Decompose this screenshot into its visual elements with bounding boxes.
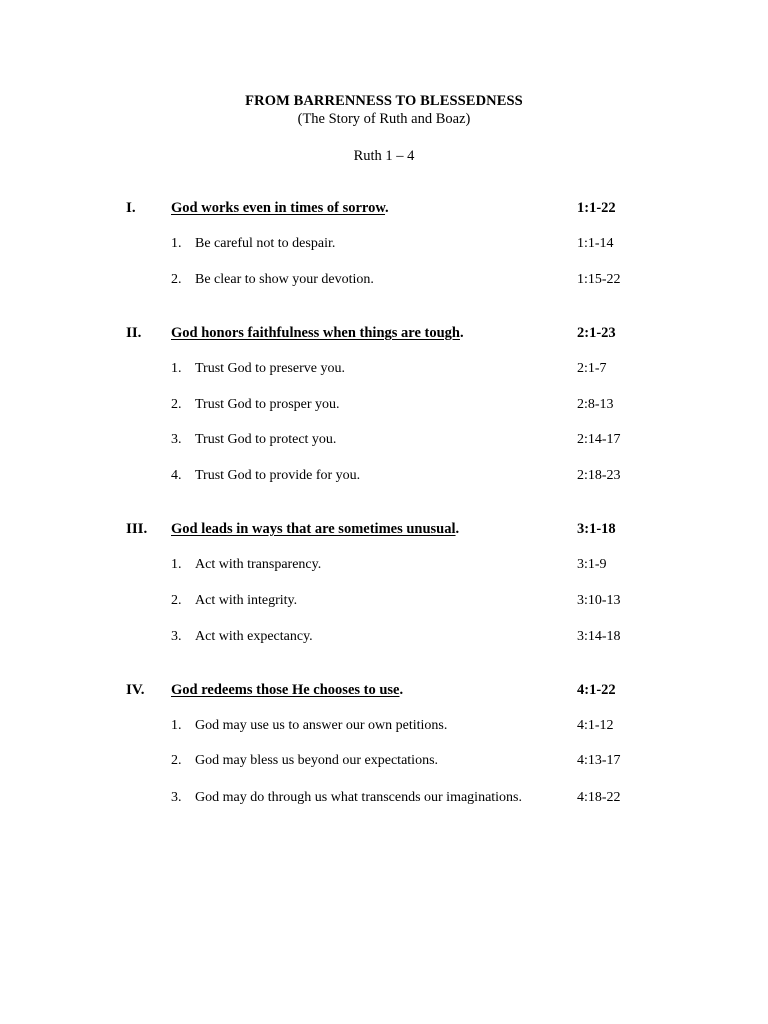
- point-number: 1.: [171, 361, 182, 376]
- point-reference: 3:14-18: [577, 629, 621, 644]
- section-heading-punct: .: [385, 200, 389, 216]
- point-text: Act with transparency.: [195, 557, 322, 572]
- point-row: [0, 753, 768, 773]
- point-text: Act with integrity.: [195, 593, 298, 608]
- section-numeral: III.: [126, 521, 148, 537]
- point-text: Trust God to protect you.: [195, 432, 337, 447]
- point-text: Be clear to show your devotion.: [195, 272, 374, 287]
- point-row: [0, 432, 768, 452]
- point-reference: 2:14-17: [577, 432, 621, 447]
- point-reference: 2:18-23: [577, 468, 621, 483]
- point-row: [0, 397, 768, 417]
- section-heading-row: [0, 200, 768, 220]
- section-heading: [171, 682, 403, 699]
- point-reference: 4:18-22: [577, 790, 621, 805]
- section-reference: 2:1-23: [577, 325, 616, 341]
- section-heading-text: God honors faithfulness when things are tough: [171, 325, 460, 341]
- section-numeral: II.: [126, 325, 142, 341]
- point-row: [0, 468, 768, 488]
- point-text: Trust God to preserve you.: [195, 361, 345, 376]
- section-heading-row: [0, 682, 768, 702]
- point-reference: 2:8-13: [577, 397, 614, 412]
- point-row: [0, 593, 768, 613]
- section-heading-row: [0, 325, 768, 345]
- point-reference: 2:1-7: [577, 361, 607, 376]
- point-reference: 3:10-13: [577, 593, 621, 608]
- section-heading-text: God works even in times of sorrow: [171, 200, 386, 216]
- point-text: God may use us to answer our own petitions.: [195, 718, 448, 733]
- point-text: Act with expectancy.: [195, 629, 313, 644]
- point-number: 2.: [171, 593, 182, 608]
- document-title: FROM BARRENNESS TO BLESSEDNESS: [245, 93, 523, 109]
- section-numeral: I.: [126, 200, 136, 216]
- section-heading-punct: .: [399, 682, 404, 698]
- point-number: 2.: [171, 397, 182, 412]
- point-row: [0, 557, 768, 577]
- point-text: Trust God to provide for you.: [195, 468, 361, 483]
- point-row: [0, 361, 768, 381]
- point-row: [0, 718, 768, 738]
- section-reference: 3:1-18: [577, 521, 616, 537]
- point-number: 3.: [171, 432, 182, 447]
- point-number: 1.: [171, 236, 182, 251]
- point-number: 3.: [171, 790, 182, 805]
- point-reference: 4:13-17: [577, 753, 621, 768]
- point-text: Be careful not to despair.: [195, 236, 336, 251]
- point-text: God may do through us what transcends our imaginations.: [195, 790, 523, 805]
- point-number: 2.: [171, 272, 182, 287]
- point-row: [0, 236, 768, 256]
- document-subtitle: (The Story of Ruth and Boaz): [297, 111, 471, 127]
- section-heading: [171, 200, 389, 217]
- point-number: 3.: [171, 629, 182, 644]
- section-heading-punct: .: [455, 521, 460, 537]
- scripture-passage: Ruth 1 – 4: [353, 148, 415, 164]
- point-text: Trust God to prosper you.: [195, 397, 340, 412]
- point-reference: 4:1-12: [577, 718, 614, 733]
- section-heading-text: God redeems those He chooses to use: [171, 682, 400, 698]
- section-heading-text: God leads in ways that are sometimes unusual: [171, 521, 456, 537]
- point-number: 2.: [171, 753, 182, 768]
- point-number: 4.: [171, 468, 182, 483]
- section-heading-row: [0, 521, 768, 541]
- section-heading: [171, 325, 464, 342]
- section-reference: 4:1-22: [577, 682, 616, 698]
- point-text: God may bless us beyond our expectations.: [195, 753, 439, 768]
- point-reference: 1:15-22: [577, 272, 621, 287]
- section-reference: 1:1-22: [577, 200, 616, 216]
- point-number: 1.: [171, 718, 182, 733]
- section-numeral: IV.: [126, 682, 145, 698]
- point-row: [0, 272, 768, 292]
- point-row: [0, 790, 768, 810]
- point-row: [0, 629, 768, 649]
- section-heading-punct: .: [460, 325, 464, 341]
- point-reference: 3:1-9: [577, 557, 607, 572]
- point-number: 1.: [171, 557, 182, 572]
- point-reference: 1:1-14: [577, 236, 614, 251]
- section-heading: [171, 521, 459, 538]
